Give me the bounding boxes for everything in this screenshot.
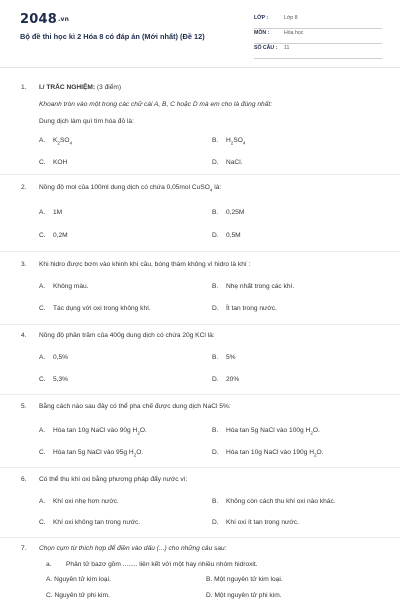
option-b[interactable] bbox=[206, 576, 283, 583]
option-d[interactable] bbox=[212, 232, 241, 239]
option-text: 0,5% bbox=[53, 354, 69, 361]
meta-value: 11 bbox=[284, 45, 290, 51]
option-a[interactable] bbox=[39, 209, 62, 216]
option-text: 0,2M bbox=[53, 232, 68, 239]
option-d[interactable] bbox=[212, 519, 299, 526]
question-number: 1. bbox=[21, 84, 27, 91]
option-text: O. bbox=[312, 427, 320, 434]
option-letter: A. bbox=[39, 209, 46, 216]
option-text: SO bbox=[59, 137, 70, 144]
option-text: 5% bbox=[226, 354, 236, 361]
option-letter: C. bbox=[39, 376, 46, 383]
option-text: Hòa tan 5g NaCl vào 95g H bbox=[53, 449, 134, 456]
sub-question-text: Phân tử bazơ gồm ........ liên kết với một hay nhiều nhóm hidroxit. bbox=[66, 561, 258, 568]
page-header bbox=[0, 0, 400, 72]
section-heading bbox=[39, 84, 121, 91]
option-c[interactable] bbox=[46, 592, 110, 599]
option-letter: D. bbox=[212, 232, 219, 239]
option-text: Một nguyên tử kim loại. bbox=[214, 576, 283, 583]
question-divider bbox=[0, 467, 400, 468]
option-letter: B. bbox=[212, 209, 219, 216]
option-text: Hòa tan 5g NaCl vào 100g H bbox=[226, 427, 311, 434]
option-letter: A. bbox=[39, 427, 46, 434]
option-letter: B. bbox=[212, 427, 219, 434]
option-letter: A. bbox=[39, 137, 46, 144]
option-text: K bbox=[53, 137, 58, 144]
subscript: 4 bbox=[209, 187, 213, 193]
option-d[interactable] bbox=[212, 159, 243, 166]
question-stem: Dung dịch làm quì tím hóa đỏ là: bbox=[39, 118, 134, 125]
option-text: Tác dụng với oxi trong không khí. bbox=[53, 305, 151, 312]
logo-suffix: .vn bbox=[57, 16, 70, 23]
option-text: Nguyên tử kim loại. bbox=[54, 576, 111, 583]
question-stem: Bằng cách nào sau đây có thể pha chế được dung dịch NaCl 5%: bbox=[39, 403, 231, 410]
subscript: 2 bbox=[133, 452, 137, 458]
option-b[interactable] bbox=[212, 283, 294, 290]
site-logo[interactable] bbox=[20, 12, 69, 27]
stem-text: Nồng độ mol của 100ml dung dịch có chứa 0,05mol CuSO bbox=[39, 184, 210, 191]
option-c[interactable] bbox=[39, 305, 151, 312]
question-number: 6. bbox=[21, 476, 27, 483]
option-b[interactable] bbox=[212, 209, 244, 216]
document-title: Bộ đề thi học kì 2 Hóa 8 có đáp án (Mới nhất) (Đề 12) bbox=[20, 32, 205, 41]
question-stem: Có thể thu khí oxi bằng phương pháp đẩy nước vì: bbox=[39, 476, 188, 483]
option-text: NaCl. bbox=[226, 159, 243, 166]
option-text: Ít tan trong nước. bbox=[226, 305, 277, 312]
question-divider bbox=[0, 394, 400, 395]
option-c[interactable] bbox=[39, 376, 68, 383]
option-letter: B. bbox=[212, 354, 219, 361]
meta-key: SỐ CÂU : bbox=[254, 45, 278, 51]
option-text: O. bbox=[316, 449, 324, 456]
option-d[interactable] bbox=[206, 592, 282, 599]
option-text: Hòa tan 10g NaCl vào 90g H bbox=[53, 427, 138, 434]
option-letter: C. bbox=[39, 449, 46, 456]
option-c[interactable] bbox=[39, 449, 143, 457]
option-letter: A. bbox=[39, 498, 46, 505]
subscript: 2 bbox=[57, 140, 60, 146]
option-letter: D. bbox=[212, 376, 219, 383]
option-b[interactable] bbox=[212, 137, 245, 145]
option-text: 0,25M bbox=[226, 209, 245, 216]
question-divider bbox=[0, 251, 400, 252]
question-number: 4. bbox=[21, 332, 27, 339]
question-number: 3. bbox=[21, 261, 27, 268]
option-letter: B. bbox=[212, 137, 219, 144]
meta-key: MÔN : bbox=[254, 30, 270, 36]
option-text: Khí oxi ít tan trong nước. bbox=[226, 519, 299, 526]
question-stem: Chọn cụm từ thích hợp để điền vào dấu (...) cho những câu sau: bbox=[39, 545, 227, 552]
meta-count bbox=[254, 44, 382, 59]
option-letter: D. bbox=[212, 305, 219, 312]
option-a[interactable] bbox=[39, 354, 68, 361]
question-number: 2. bbox=[21, 184, 27, 191]
option-text: 5,3% bbox=[53, 376, 69, 383]
option-a[interactable] bbox=[39, 283, 89, 290]
meta-subject bbox=[254, 29, 382, 44]
logo-main: 2048 bbox=[20, 12, 57, 27]
option-letter: C. bbox=[39, 159, 46, 166]
option-text: Một nguyên tử phi kim. bbox=[214, 592, 282, 599]
meta-value: Hóa học bbox=[284, 30, 304, 36]
question-stem: Nồng độ phần trăm của 400g dung dịch có chứa 20g KCl là: bbox=[39, 332, 215, 339]
question-number: 7. bbox=[21, 545, 27, 552]
option-letter: D. bbox=[212, 159, 219, 166]
option-letter: B. bbox=[212, 283, 219, 290]
heading-text: I./ TRẮC NGHIỆM: bbox=[39, 84, 96, 91]
option-text: Khí oxi nhẹ hơn nước. bbox=[53, 498, 119, 505]
option-text: 20% bbox=[226, 376, 240, 383]
option-a[interactable] bbox=[39, 427, 147, 435]
option-text: O. bbox=[139, 427, 147, 434]
subscript: 2 bbox=[310, 430, 313, 436]
option-c[interactable] bbox=[39, 159, 67, 166]
option-letter: A. bbox=[46, 576, 53, 583]
subscript: 4 bbox=[69, 140, 73, 146]
option-letter: D. bbox=[206, 592, 213, 599]
subscript: 2 bbox=[313, 452, 317, 458]
option-d[interactable] bbox=[212, 305, 277, 312]
heading-note: (3 điểm) bbox=[95, 84, 122, 91]
option-c[interactable] bbox=[39, 519, 140, 526]
meta-key: LỚP : bbox=[254, 15, 269, 21]
stem-text: là: bbox=[212, 184, 222, 191]
option-text: 1M bbox=[53, 209, 63, 216]
option-a[interactable] bbox=[46, 576, 111, 583]
subscript: 2 bbox=[230, 140, 234, 146]
instruction-text: Khoanh tròn vào một trong các chữ cái A, B, C hoặc D mà em cho là đúng nhất: bbox=[39, 101, 273, 108]
option-letter: C. bbox=[39, 305, 46, 312]
option-text: 0,5M bbox=[226, 232, 241, 239]
option-text: Hòa tan 10g NaCl vào 190g H bbox=[226, 449, 314, 456]
header-divider bbox=[0, 67, 400, 68]
question-stem bbox=[39, 184, 221, 192]
option-b[interactable] bbox=[212, 427, 320, 435]
option-letter: B. bbox=[206, 576, 213, 583]
option-d[interactable] bbox=[212, 449, 324, 457]
option-letter: D. bbox=[212, 519, 219, 526]
option-text: H bbox=[226, 137, 231, 144]
question-number: 5. bbox=[21, 403, 27, 410]
question-stem: Khi hidro được bơm vào khinh khí cầu, bóng thám không vì hidro là khí : bbox=[39, 261, 251, 268]
option-text: SO bbox=[233, 137, 243, 144]
option-letter: C. bbox=[46, 592, 53, 599]
option-letter: A. bbox=[39, 283, 46, 290]
subscript: 2 bbox=[137, 430, 140, 436]
option-text: Không còn cách thu khí oxi nào khác. bbox=[226, 498, 336, 505]
option-letter: C. bbox=[39, 232, 46, 239]
option-text: KOH bbox=[53, 159, 68, 166]
option-b[interactable] bbox=[212, 498, 336, 505]
question-divider bbox=[0, 537, 400, 538]
option-letter: C. bbox=[39, 519, 46, 526]
option-text: O. bbox=[136, 449, 144, 456]
option-a[interactable] bbox=[39, 137, 72, 145]
sub-question-label: a. bbox=[46, 561, 52, 568]
option-text: Không màu. bbox=[53, 283, 89, 290]
meta-class bbox=[254, 14, 382, 29]
option-text: Khí oxi không tan trong nước. bbox=[53, 519, 141, 526]
question-divider bbox=[0, 174, 400, 175]
option-letter: B. bbox=[212, 498, 219, 505]
meta-value: Lớp 8 bbox=[284, 15, 298, 21]
question-divider bbox=[0, 324, 400, 325]
option-b[interactable] bbox=[212, 354, 236, 361]
option-text: Nhẹ nhất trong các khí. bbox=[226, 283, 295, 290]
option-c[interactable] bbox=[39, 232, 68, 239]
option-letter: D. bbox=[212, 449, 219, 456]
option-d[interactable] bbox=[212, 376, 239, 383]
option-text: Nguyên tử phi kim. bbox=[54, 592, 110, 599]
option-letter: A. bbox=[39, 354, 46, 361]
option-a[interactable] bbox=[39, 498, 119, 505]
subscript: 4 bbox=[242, 140, 246, 146]
